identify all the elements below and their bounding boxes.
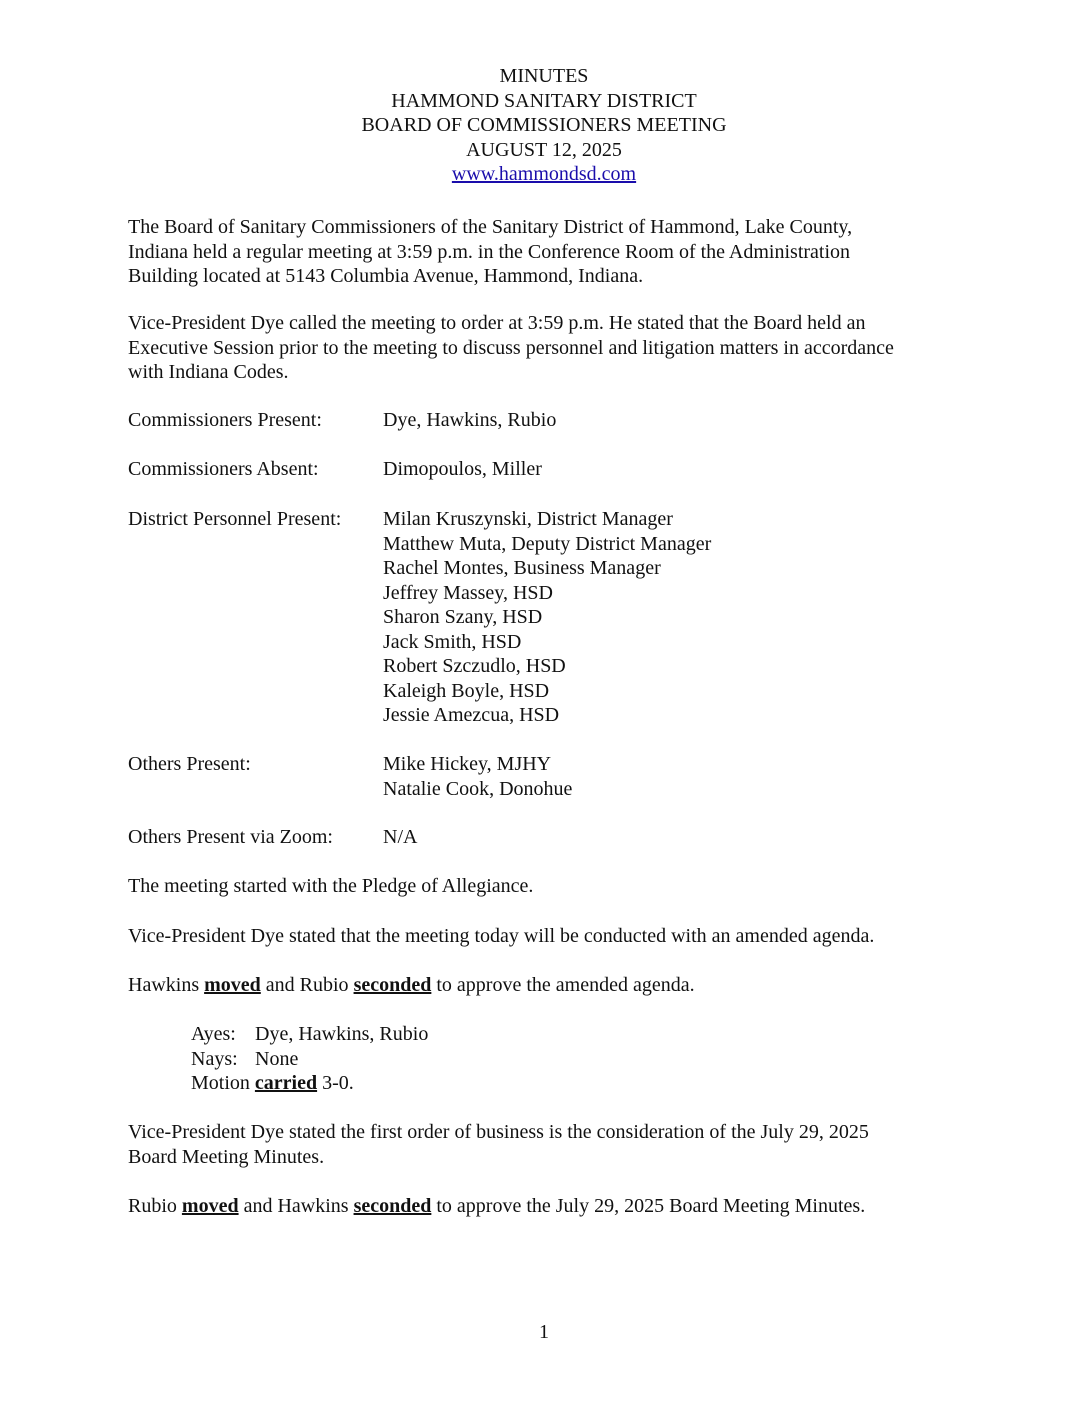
header-date: AUGUST 12, 2025: [466, 138, 622, 161]
others-present-label: Others Present:: [128, 753, 251, 775]
motion-1-and: and Rubio: [265, 974, 349, 996]
personnel-item: Robert Szczudlo, HSD: [383, 655, 566, 677]
district-personnel-list: [383, 507, 711, 728]
intro-line: Indiana held a regular meeting at 3:59 p.m. in the Conference Room of the Administration: [128, 240, 851, 263]
motion-1-rest: to approve the amended agenda.: [436, 974, 695, 996]
commissioners-present-label: Commissioners Present:: [128, 409, 322, 431]
commissioners-absent-value: Dimopoulos, Miller: [383, 458, 542, 480]
personnel-item: Milan Kruszynski, District Manager: [383, 508, 673, 530]
motion-2-seconded: seconded: [353, 1195, 432, 1217]
personnel-item: Matthew Muta, Deputy District Manager: [383, 532, 712, 555]
call-to-order-paragraph: [128, 311, 968, 385]
motion-result-line: [191, 1071, 428, 1096]
business-line: Vice-President Dye stated the first order of business is the consideration of the July 29, 2025: [128, 1121, 869, 1143]
pledge-paragraph: The meeting started with the Pledge of Allegiance.: [128, 875, 534, 897]
intro-paragraph: [128, 215, 968, 289]
header-meeting: BOARD OF COMMISSIONERS MEETING: [361, 114, 727, 136]
business-paragraph: [128, 1120, 968, 1169]
district-personnel-label: District Personnel Present:: [128, 508, 342, 530]
call-to-order-line: with Indiana Codes.: [128, 361, 289, 383]
personnel-item: Jack Smith, HSD: [383, 630, 522, 653]
personnel-item: Jessie Amezcua, HSD: [383, 704, 560, 726]
motion-1-seconded: seconded: [353, 974, 432, 996]
ayes-label: Ayes:: [191, 1023, 236, 1045]
nays-value: None: [255, 1047, 299, 1070]
zoom-value: N/A: [383, 826, 418, 848]
amended-agenda-paragraph: Vice-President Dye stated that the meeting today will be conducted with an amended agenda.: [128, 925, 875, 947]
motion-result: 3-0.: [322, 1072, 354, 1094]
motion-1-vote: [191, 1022, 428, 1096]
personnel-item: Rachel Montes, Business Manager: [383, 557, 661, 579]
others-present-list: [383, 752, 572, 801]
header-organization: HAMMOND SANITARY DISTRICT: [391, 89, 697, 112]
page-number: 1: [539, 1321, 549, 1343]
motion-word: Motion: [191, 1072, 250, 1094]
business-line: Board Meeting Minutes.: [128, 1145, 325, 1168]
ayes-line: [191, 1022, 428, 1047]
website-link[interactable]: www.hammondsd.com: [451, 163, 637, 185]
intro-line: Building located at 5143 Columbia Avenue, Hammond, Indiana.: [128, 265, 644, 287]
motion-1-paragraph: [128, 973, 968, 998]
header-title: MINUTES: [499, 65, 589, 87]
others-item: Natalie Cook, Donohue: [383, 777, 573, 800]
personnel-item: Jeffrey Massey, HSD: [383, 581, 553, 604]
personnel-item: Kaleigh Boyle, HSD: [383, 679, 550, 702]
motion-2-moved: moved: [181, 1195, 239, 1217]
others-item: Mike Hickey, MJHY: [383, 753, 552, 775]
zoom-label: Others Present via Zoom:: [128, 826, 333, 848]
motion-2-mover: Rubio: [128, 1195, 177, 1217]
ayes-value: Dye, Hawkins, Rubio: [255, 1023, 429, 1045]
motion-2-rest: to approve the July 29, 2025 Board Meeting Minutes.: [436, 1195, 866, 1217]
motion-2-and: and Hawkins: [243, 1195, 349, 1217]
motion-2-paragraph: [128, 1194, 968, 1219]
motion-carried: carried: [254, 1072, 318, 1094]
nays-label: Nays:: [191, 1047, 238, 1070]
personnel-item: Sharon Szany, HSD: [383, 606, 543, 628]
motion-1-mover: Hawkins: [128, 974, 200, 996]
nays-line: [191, 1047, 428, 1072]
commissioners-present-value: Dye, Hawkins, Rubio: [383, 409, 557, 431]
intro-line: The Board of Sanitary Commissioners of the Sanitary District of Hammond, Lake County,: [128, 216, 853, 238]
call-to-order-line: Executive Session prior to the meeting to discuss personnel and litigation matters in accordance: [128, 336, 894, 359]
commissioners-absent-label: Commissioners Absent:: [128, 458, 319, 480]
document-header: [0, 64, 1088, 187]
motion-1-moved: moved: [204, 974, 261, 996]
call-to-order-line: Vice-President Dye called the meeting to order at 3:59 p.m. He stated that the Board held an: [128, 312, 866, 334]
